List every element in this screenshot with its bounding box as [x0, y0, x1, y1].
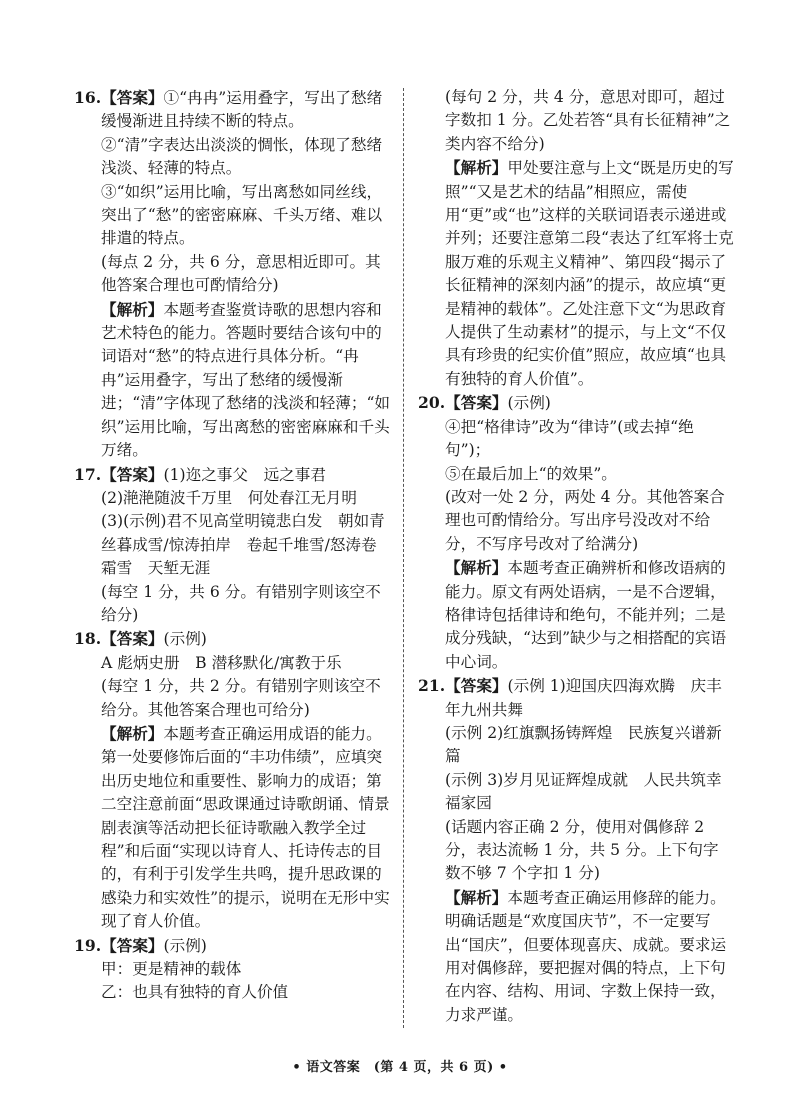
body-text: 本题考查鉴赏诗歌的思想内容和艺术特色的能力。答题时要结合该句中的词语对“愁”的特点进行具体分析。“冉冉”运用叠字，写出了愁绪的缓慢渐进；“清”字体现了愁绪的浅淡和轻薄；“如织”运用比喻，写出离愁的密密麻麻和千头万绪。 — [101, 300, 391, 460]
q18-answer — [74, 627, 392, 651]
section-tag: 【解析】 — [101, 723, 164, 743]
section-tag: 【答案】 — [101, 88, 164, 107]
q17-p3 — [74, 510, 392, 580]
section-tag: 【答案】 — [445, 393, 508, 413]
body-text: (每点 2 分，共 6 分，意思相近即可。其他答案合理也可酌情给分) — [101, 252, 381, 295]
section-tag: 【答案】 — [101, 464, 164, 484]
section-tag: 【解析】 — [445, 558, 508, 578]
q19-p2 — [74, 958, 392, 981]
body-text: (每空 1 分，共 6 分。有错别字则该空不给分) — [101, 582, 381, 624]
q19-p3 — [74, 981, 392, 1004]
body-text: (示例) — [163, 630, 207, 649]
q20-answer — [418, 391, 734, 415]
q20-analysis — [418, 556, 734, 674]
body-text: (每空 1 分，共 2 分。有错别字则该空不给分。其他答案合理也可给分) — [101, 677, 381, 719]
q18-p2 — [74, 652, 392, 675]
section-tag: 【答案】 — [101, 629, 164, 649]
question-number: 21. — [418, 676, 446, 696]
body-text: 甲：更是精神的载体 — [101, 960, 242, 979]
q21-p2 — [418, 722, 734, 769]
body-text: ②“清”字表达出淡淡的惆怅，体现了愁绪浅淡、轻薄的特点。 — [101, 135, 383, 178]
q18-score — [74, 675, 392, 722]
body-text: 本题考查正确辨析和修改语病的能力。原文有两处语病，一是不合逻辑，格律诗包括律诗和绝句，不能并列；二是成分残缺，“达到”缺少与之相搭配的宾语中心词。 — [445, 559, 727, 671]
q21-answer — [418, 674, 734, 722]
question-number: 16. — [74, 88, 102, 107]
q16-analysis — [74, 298, 392, 463]
body-text: A 彪炳史册 B 潜移默化/寓教于乐 — [101, 653, 342, 672]
q16-p2 — [74, 134, 392, 181]
body-text: (示例) — [507, 394, 551, 413]
q21-score — [418, 816, 734, 886]
q20-p3 — [418, 463, 734, 486]
body-text: (改对一处 2 分，两处 4 分。其他答案合理也可酌情给分。写出序号没改对不给分，不写序号改对了给满分) — [445, 487, 725, 553]
left-column — [74, 86, 392, 1005]
q16-score — [74, 251, 392, 298]
body-text: (话题内容正确 2 分，使用对偶修辞 2 分，表达流畅 1 分，共 5 分。上下句字数不够 7 个字扣 1 分) — [445, 817, 719, 883]
body-text: (2)滟滟随波千万里 何处春江无月明 — [101, 488, 357, 507]
body-text: (3)(示例)君不见高堂明镜悲白发 朝如青丝暮成雪/惊涛拍岸 卷起千堆雪/怒涛卷霜雪 天堑无涯 — [101, 512, 385, 578]
body-text: 甲处要注意与上文“既是历史的写照”“又是艺术的结晶”相照应，需使用“更”或“也”这样的关联词语表示递进或并列；还要注意第二段“表达了红军将士克服万难的乐观主义精神”、第四段“揭示了长征精神的深刻内涵”的提示，故应填“更是精神的载体”。乙处注意下文“为思政育人提供了生动素材”的提示，与上文“不仅具有珍贵的纪实价值”照应，故应填“也具有独特的育人价值”。 — [445, 159, 734, 388]
section-tag: 【解析】 — [445, 887, 508, 907]
question-number: 19. — [74, 935, 102, 955]
question-number: 20. — [418, 393, 446, 413]
q18-analysis — [74, 722, 392, 934]
body-text: ④把“格律诗”改为“律诗”(或去掉“绝句”)； — [445, 417, 694, 460]
q21-analysis — [418, 886, 734, 1027]
body-text: 本题考查正确运用成语的能力。第一处要修饰后面的“丰功伟绩”，应填突出历史地位和重要性、影响力的成语；第二空注意前面“思政课通过诗歌朗诵、情景剧表演等活动把长征诗歌融入教学全过程”和后面“实现以诗育人、托诗传志的目的，有利于引发学生共鸣，提升思政课的感染力和实效性”的提示，说明在无形中实现了育人价值。 — [101, 724, 390, 931]
q19-answer — [74, 934, 392, 958]
section-tag: 【答案】 — [445, 676, 508, 696]
body-text: (1)迩之事父 远之事君 — [163, 465, 326, 484]
body-text: (每句 2 分，共 4 分，意思对即可，超过字数扣 1 分。乙处若答“具有长征精神”之类内容不给分) — [445, 88, 731, 153]
body-text: ①“冉冉”运用叠字，写出了愁绪缓慢渐进且持续不断的特点。 — [101, 89, 383, 131]
q20-p2 — [418, 416, 734, 463]
column-divider — [403, 88, 404, 1028]
section-tag: 【解析】 — [445, 158, 508, 178]
question-number: 18. — [74, 629, 102, 649]
q20-score — [418, 486, 734, 556]
body-text: (示例 1)迎国庆四海欢腾 庆丰年九州共舞 — [445, 677, 722, 719]
q16-answer — [74, 86, 392, 134]
page-footer: • 语文答案 (第 4 页，共 6 页) • — [292, 1060, 508, 1075]
q21-p3 — [418, 769, 734, 816]
section-tag: 【解析】 — [101, 299, 164, 319]
right-column — [418, 86, 734, 1027]
q17-p2 — [74, 487, 392, 510]
q19-analysis — [418, 156, 734, 391]
q19-score — [418, 86, 734, 156]
section-tag: 【答案】 — [101, 935, 164, 955]
q17-answer — [74, 463, 392, 487]
body-text: 本题考查正确运用修辞的能力。明确话题是“欢度国庆节”，不一定要写出“国庆”，但要体现喜庆、成就。要求运用对偶修辞，要把握对偶的特点，上下句在内容、结构、用词、字数上保持一致，力求严谨。 — [445, 888, 727, 1024]
body-text: (示例 2)红旗飘扬铸辉煌 民族复兴谱新篇 — [445, 723, 722, 766]
body-text: 乙：也具有独特的育人价值 — [101, 983, 289, 1002]
q16-p3 — [74, 181, 392, 251]
q17-score — [74, 581, 392, 628]
body-text: ⑤在最后加上“的效果”。 — [445, 464, 617, 483]
body-text: (示例) — [163, 936, 207, 955]
question-number: 17. — [74, 464, 102, 484]
body-text: (示例 3)岁月见证辉煌成就 人民共筑幸福家园 — [445, 770, 722, 813]
body-text: ③“如织”运用比喻，写出离愁如同丝线，突出了“愁”的密密麻麻、千头万绪、难以排遣的特点。 — [101, 182, 383, 248]
